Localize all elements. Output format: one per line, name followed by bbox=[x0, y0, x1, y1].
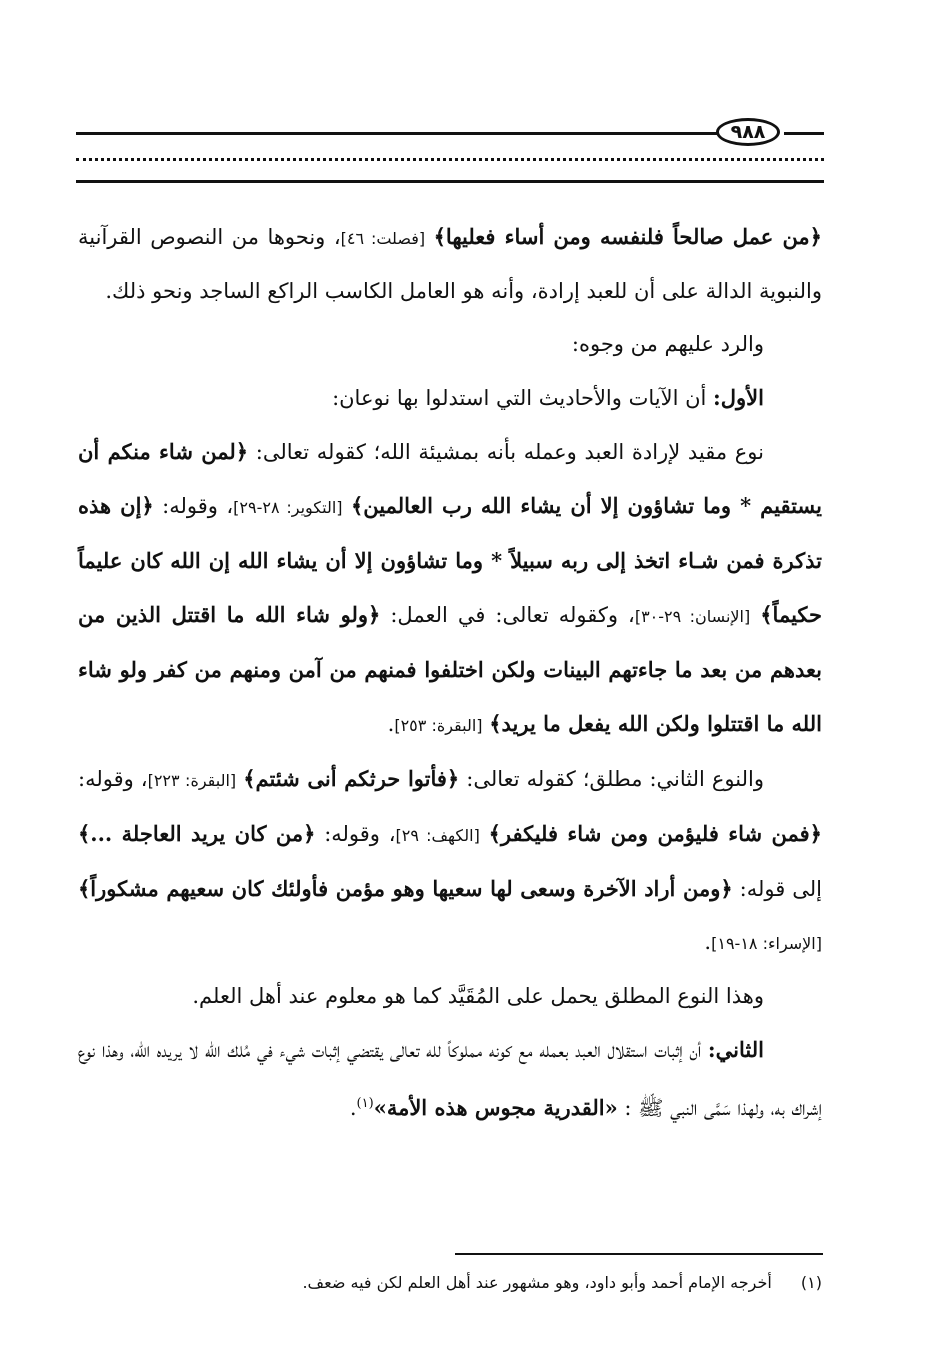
footnote-text: أخرجه الإمام أحمد وأبو داود، وهو مشهور عند أهل العلم لكن فيه ضعف. bbox=[302, 1273, 772, 1292]
paragraph-end: . bbox=[704, 930, 712, 954]
paragraph-text: أن الآيات والأحاديث التي استدلوا بها نوعان: bbox=[332, 386, 707, 410]
paragraph-text: والرد عليهم من وجوه: bbox=[571, 332, 764, 356]
paragraph-7 bbox=[78, 1023, 822, 1135]
quran-quote: ﴿إن هذه تذكرة فمن شـاء اتخذ إلى ربه سبيلاً * وما تشاؤون إلا أن يشاء الله إن الله كان عليماً حكيماً﴾ bbox=[78, 493, 822, 627]
quran-quote: ﴿ولو شاء الله ما اقتتل الذين من بعدهم من بعد ما جاءتهم البينات ولكن اختلفوا فمنهم من آمن ومنهم من كفر ولو شاء الله ما اقتتلوا ولكن الله يفعل ما يريد﴾ bbox=[78, 602, 822, 736]
paragraph-text: ، وقوله: bbox=[162, 494, 234, 518]
quran-quote: ﴿فأتوا حرثكم أنى شئتم﴾ bbox=[243, 766, 460, 791]
reference: [فصلت: ٤٦] bbox=[340, 229, 426, 248]
paragraph-text: ، وكقوله تعالى: في العمل: bbox=[390, 603, 635, 627]
paragraph-1 bbox=[78, 210, 822, 318]
dotted-divider bbox=[76, 158, 824, 161]
paragraph-end: . bbox=[349, 1096, 357, 1120]
quran-quote: ﴿من كان يريد العاجلة ...﴾ bbox=[78, 821, 316, 846]
paragraph-lead: الأول: bbox=[713, 385, 764, 410]
reference: [البقرة: ٢٢٣] bbox=[147, 771, 237, 790]
footnote-number: (١) bbox=[800, 1273, 822, 1292]
quran-quote: ﴿من عمل صالحاً فلنفسه ومن أساء فعليها﴾ bbox=[433, 224, 822, 249]
paragraph-end: . bbox=[387, 712, 395, 736]
reference: [الإنسان: ٢٩-٣٠] bbox=[634, 607, 751, 626]
paragraph-5 bbox=[78, 752, 822, 970]
paragraph-text: ، ونحوها من النصوص القرآنية والنبوية الدالة على أن للعبد إرادة، وأنه هو العامل الكاسب الراكع الساجد ونحو ذلك. bbox=[78, 225, 822, 303]
paragraph-3 bbox=[78, 371, 822, 425]
paragraph-text: وهذا النوع المطلق يحمل على المُقَيَّد كما هو معلوم عند أهل العلم. bbox=[192, 984, 764, 1008]
paragraph-4 bbox=[78, 425, 822, 752]
paragraph-6 bbox=[78, 970, 822, 1023]
header-rule bbox=[76, 132, 720, 135]
header-rule-right bbox=[784, 132, 824, 135]
paragraph-text: والنوع الثاني: مطلق؛ كقوله تعالى: bbox=[466, 767, 764, 791]
paragraph-text: ، وقوله: bbox=[78, 767, 148, 791]
footnote-marker[interactable]: (١) bbox=[356, 1096, 374, 1111]
paragraph-text: أن إثبات استقلال العبد بعمله مع كونه مملوكاً لله تعالى يقتضي إثبات شيء في مُلك الله لا يريده الله، وهذا نوع إشراك به، ولهذا سَمَّى النبي ﷺ : bbox=[78, 1038, 822, 1120]
page-header bbox=[76, 112, 824, 192]
main-text bbox=[78, 210, 822, 1135]
reference: [التكوير: ٢٨-٢٩] bbox=[233, 498, 343, 517]
quran-quote: ﴿ومن أراد الآخرة وسعى لها سعيها وهو مؤمن فأولئك كان سعيهم مشكوراً﴾ bbox=[78, 876, 733, 901]
reference: [الإسراء: ١٨-١٩] bbox=[711, 934, 822, 953]
paragraph-text: إلى قوله: bbox=[739, 877, 822, 901]
paragraph-text: ، وقوله: bbox=[324, 822, 396, 846]
page-number: ٩٨٨ bbox=[716, 118, 780, 146]
reference: [البقرة: ٢٥٣] bbox=[394, 716, 483, 735]
footnote bbox=[120, 1270, 822, 1296]
paragraph-lead: الثاني: bbox=[707, 1037, 764, 1062]
quran-quote: ﴿لمن شاء منكم أن يستقيم * وما تشاؤون إلا أن يشاء الله رب العالمين﴾ bbox=[78, 439, 822, 518]
paragraph-2 bbox=[78, 318, 822, 371]
header-bottom-rule bbox=[76, 180, 824, 183]
reference: [الكهف: ٢٩] bbox=[395, 826, 480, 845]
paragraph-text: نوع مقيد لإرادة العبد وعمله بأنه بمشيئة الله؛ كقوله تعالى: bbox=[255, 440, 765, 464]
footnote-divider bbox=[455, 1253, 823, 1255]
hadith-quote: «القدرية مجوس هذه الأمة» bbox=[373, 1095, 618, 1120]
quran-quote: ﴿فمن شاء فليؤمن ومن شاء فليكفر﴾ bbox=[488, 821, 822, 846]
